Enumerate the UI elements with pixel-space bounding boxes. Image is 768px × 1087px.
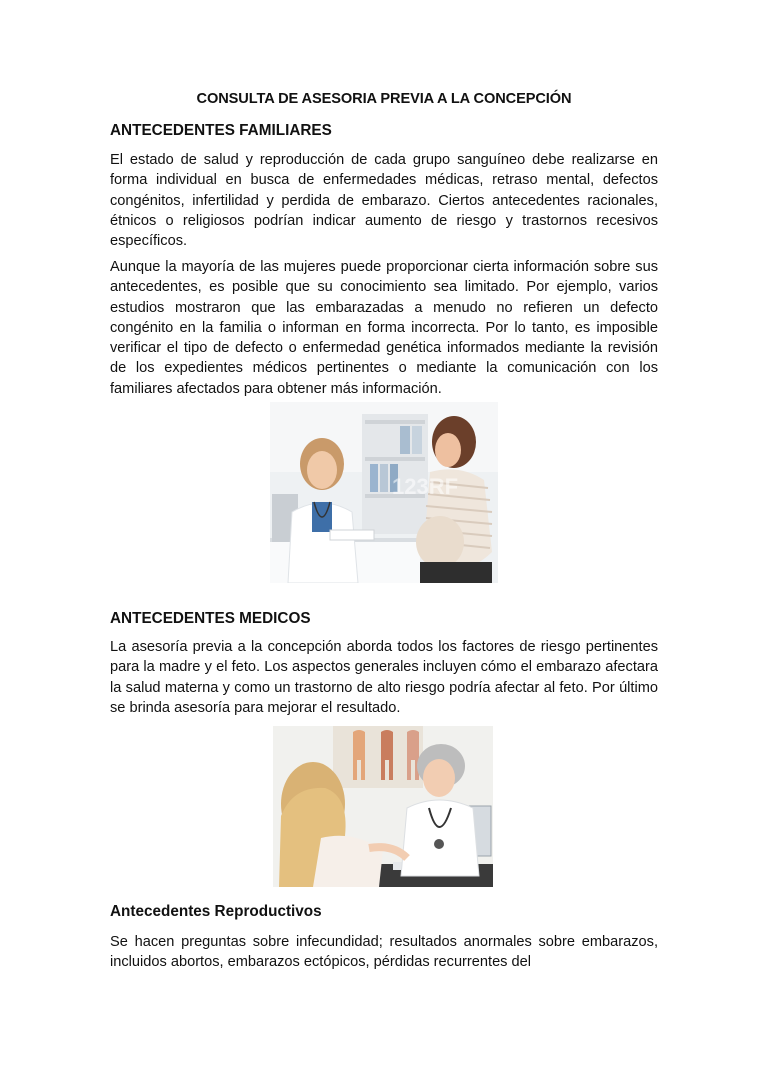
- section-heading-reproductivos: Antecedentes Reproductivos: [110, 903, 322, 920]
- section-heading-medicos: ANTECEDENTES MEDICOS: [110, 610, 311, 627]
- paragraph-reproductivos-1: Se hacen preguntas sobre infecundidad; resultados anormales sobre embarazos, incluidos abortos, embarazos ectópicos, pérdidas recurrentes del: [110, 934, 658, 971]
- paragraph-familiares-2: Aunque la mayoría de las mujeres puede proporcionar cierta información sobre sus antecedentes, es posible que su conocimiento sea limitado. Por ejemplo, varios estudios mostraron que las embarazadas a menudo no refieren un defecto congénito en la familia o informan en forma incorrecta. Por lo tanto, es imposible verificar el tipo de defecto o enfermedad genética informados mediante la revisión de los expedientes médicos pertinentes o mediante la comunicación con los familiares afectados para obtener más información.: [110, 259, 658, 397]
- photo-doctor-pregnant-patient: [270, 402, 498, 583]
- paragraph-familiares-1: El estado de salud y reproducción de cada grupo sanguíneo debe realizarse en forma individual en busca de enfermedades médicas, retraso mental, defectos congénitos, infertilidad y perdida de embarazo. Ciertos antecedentes racionales, étnicos o religiosos podrían indicar aumento de riesgo y trastornos recesivos específicos.: [110, 152, 658, 250]
- photo-doctor-young-patient: [273, 726, 493, 887]
- paragraph-medicos-1: La asesoría previa a la concepción aborda todos los factores de riesgo pertinentes para la madre y el feto. Los aspectos generales incluyen cómo el embarazo afectara la salud materna y como un trastorno de alto riesgo podría afectar al feto. Por último se brinda asesoría para mejorar el resultado.: [110, 639, 658, 716]
- section-heading-familiares: ANTECEDENTES FAMILIARES: [110, 122, 332, 139]
- svg-text:123RF: 123RF: [392, 474, 459, 499]
- document-title: CONSULTA DE ASESORIA PREVIA A LA CONCEPCIÓN: [196, 91, 572, 107]
